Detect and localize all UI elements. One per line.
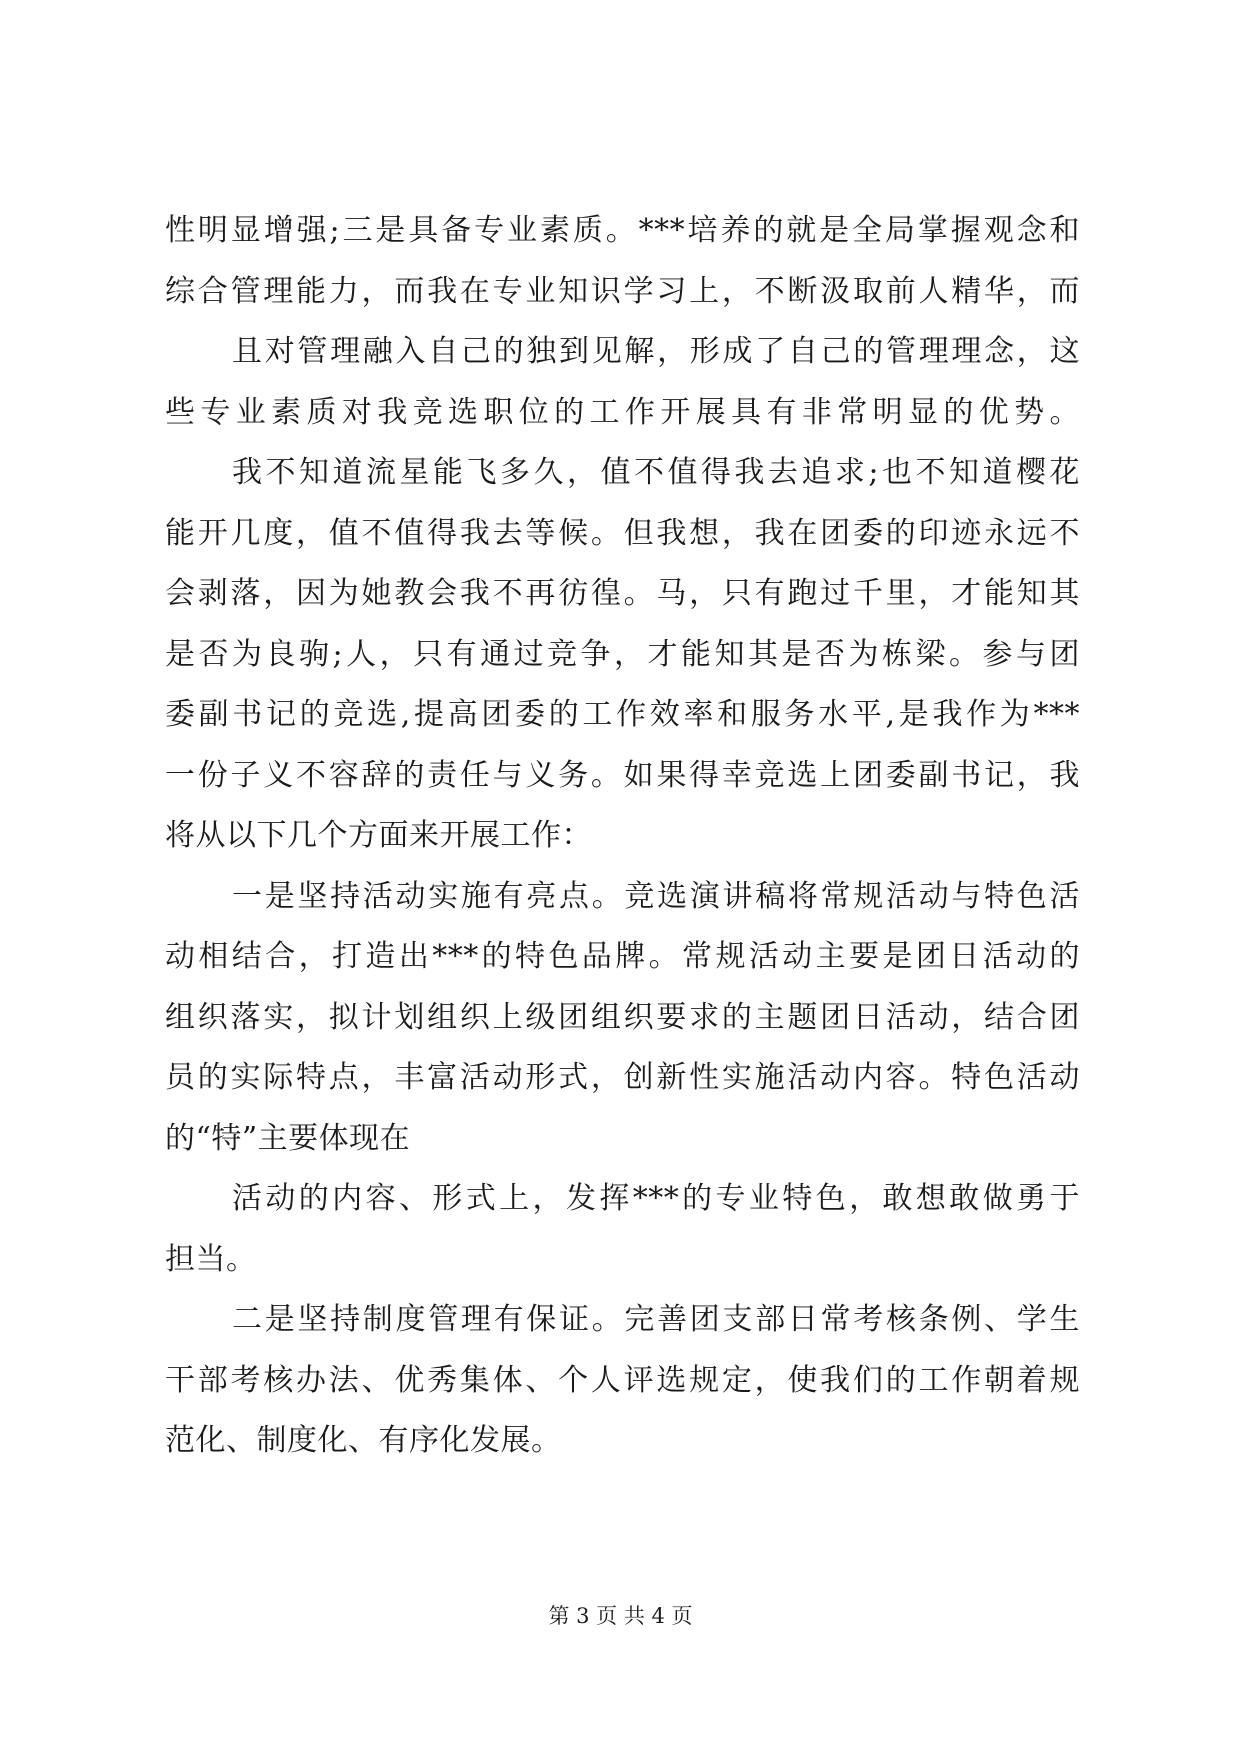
text-line: 动相结合，打造出***的特色品牌。常规活动主要是团日活动的: [165, 939, 1080, 974]
text-line: 二是坚持制度管理有保证。完善团支部日常考核条例、学生: [232, 1302, 1080, 1337]
text-line: 担当。: [165, 1241, 257, 1277]
text-line: 是否为良驹;人，只有通过竞争，才能知其是否为栋梁。参与团: [165, 636, 1080, 672]
text-line: 会剥落，因为她教会我不再彷徨。马，只有跑过千里，才能知其: [165, 576, 1080, 611]
text-line: 组织落实，拟计划组织上级团组织要求的主题团日活动，结合团: [165, 999, 1080, 1035]
text-line: 的“特”主要体现在: [165, 1120, 411, 1156]
text-line: 一是坚持活动实施有亮点。竞选演讲稿将常规活动与特色活: [232, 878, 1080, 914]
text-line: 干部考核办法、优秀集体、个人评选规定，使我们的工作朝着规: [165, 1362, 1080, 1398]
text-line: 且对管理融入自己的独到见解，形成了自己的管理理念，这: [232, 334, 1080, 369]
text-line: 能开几度，值不值得我去等候。但我想，我在团委的印迹永远不: [165, 515, 1080, 551]
text-line: 委副书记的竞选,提高团委的工作效率和服务水平,是我作为***: [165, 697, 1080, 732]
text-line: 我不知道流星能飞多久，值不值得我去追求;也不知道樱花: [232, 455, 1080, 490]
text-line: 活动的内容、形式上，发挥***的专业特色，敢想敢做勇于: [232, 1181, 1080, 1216]
text-line: 员的实际特点，丰富活动形式，创新性实施活动内容。特色活动: [165, 1060, 1080, 1095]
text-line: 综合管理能力，而我在专业知识学习上，不断汲取前人精华，而: [165, 273, 1080, 309]
document-body: [165, 201, 1080, 1472]
text-line: 范化、制度化、有序化发展。: [165, 1423, 562, 1458]
text-line: 些专业素质对我竞选职位的工作开展具有非常明显的优势。: [165, 394, 1080, 430]
page-number-footer: 第 3 页 共 4 页: [548, 1604, 693, 1628]
text-line: 一份子义不容辞的责任与义务。如果得幸竞选上团委副书记，我: [165, 757, 1080, 793]
text-line: 性明显增强;三是具备专业素质。***培养的就是全局掌握观念和: [165, 213, 1080, 248]
text-line: 将从以下几个方面来开展工作：: [165, 818, 592, 853]
